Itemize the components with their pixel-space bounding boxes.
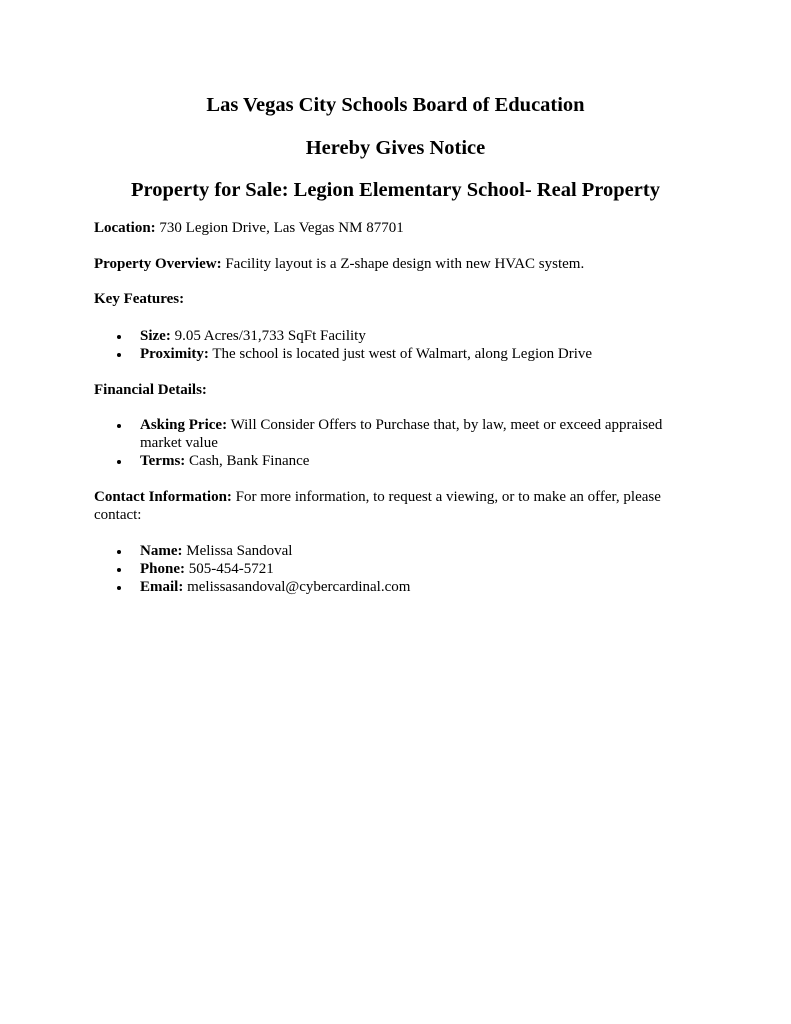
list-item: Phone: 505-454-5721 bbox=[140, 560, 700, 578]
property-title: Property for Sale: Legion Elementary School- Real Property bbox=[131, 179, 660, 201]
contact-line bbox=[94, 488, 694, 524]
key-features-heading: Key Features: bbox=[94, 291, 185, 307]
list-item: Email: melissasandoval@cybercardinal.com bbox=[140, 578, 700, 596]
location-value: 730 Legion Drive, Las Vegas NM 87701 bbox=[159, 220, 404, 236]
overview-line bbox=[94, 255, 694, 273]
location-label: Location: bbox=[94, 220, 156, 236]
overview-label: Property Overview: bbox=[94, 256, 222, 272]
contact-value: For more information, to request a viewing, or to make an offer, please contact: bbox=[94, 489, 661, 523]
list-item: Name: Melissa Sandoval bbox=[140, 542, 700, 560]
financial-heading: Financial Details: bbox=[94, 382, 207, 398]
org-title: Las Vegas City Schools Board of Education bbox=[206, 94, 585, 116]
list-item: Asking Price: Will Consider Offers to Purchase that, by law, meet or exceed appraised market value bbox=[140, 416, 690, 452]
location-line bbox=[94, 219, 694, 237]
notice-title: Hereby Gives Notice bbox=[305, 137, 486, 159]
list-item: Proximity: The school is located just west of Walmart, along Legion Drive bbox=[140, 345, 700, 363]
contact-label: Contact Information: bbox=[94, 489, 232, 505]
list-item: Size: 9.05 Acres/31,733 SqFt Facility bbox=[140, 327, 700, 345]
list-item: Terms: Cash, Bank Finance bbox=[140, 452, 700, 470]
overview-value: Facility layout is a Z-shape design with new HVAC system. bbox=[225, 256, 585, 272]
